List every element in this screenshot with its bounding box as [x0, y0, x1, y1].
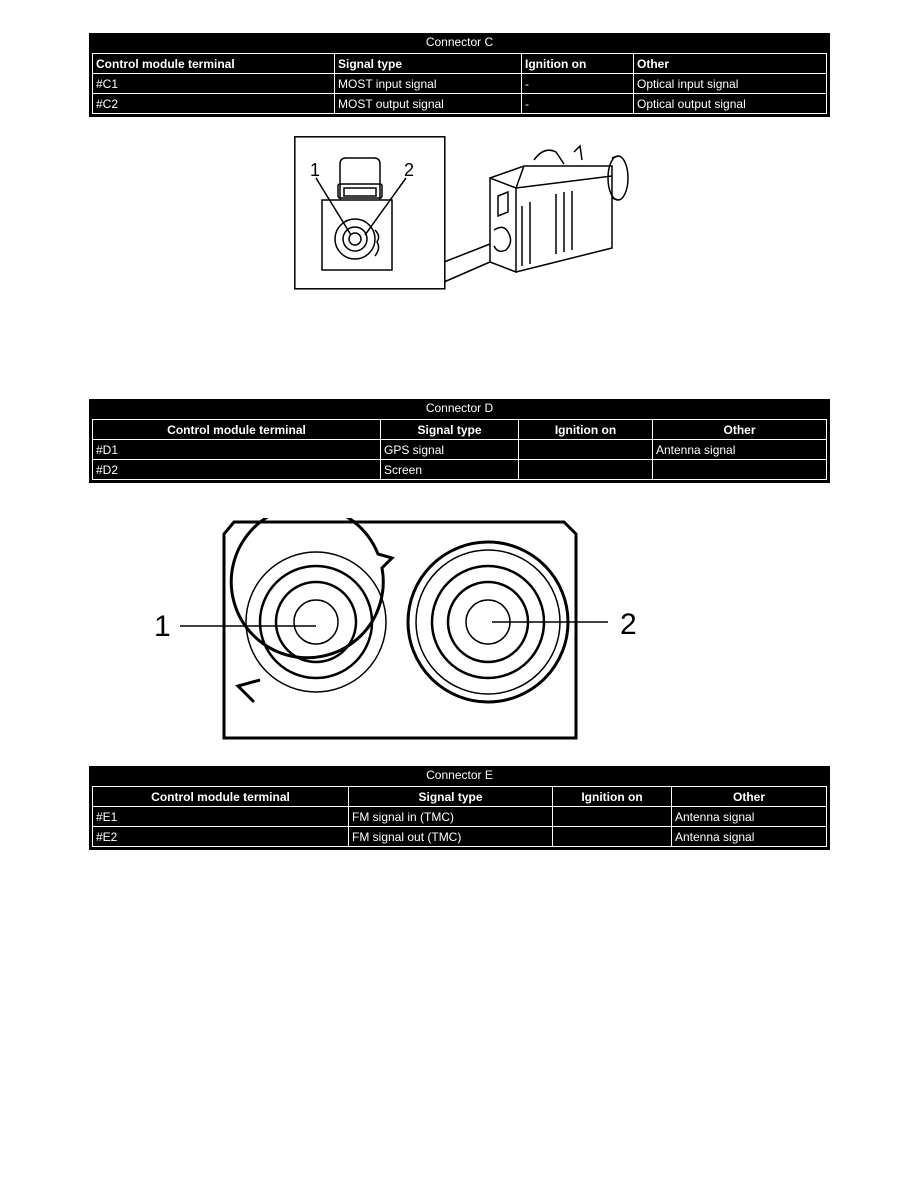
table-cell: GPS signal — [381, 440, 519, 460]
table-header-row — [93, 54, 826, 74]
column-header: Other — [634, 54, 826, 74]
table-cell: #D2 — [93, 460, 381, 479]
connector-d-grid — [92, 419, 827, 480]
table-cell: Antenna signal — [675, 829, 755, 844]
table-cell: #D1 — [93, 440, 381, 460]
column-header: Other — [672, 787, 826, 807]
table-cell: Antenna signal — [653, 440, 826, 460]
table-cell: Antenna signal — [672, 807, 826, 827]
table-cell: FM signal out (TMC) — [349, 827, 553, 846]
table-cell: FM signal in (TMC) — [349, 807, 553, 827]
table-cell: - — [522, 94, 634, 113]
connector-e-grid — [92, 786, 827, 847]
connector-d-title: Connector D — [425, 401, 494, 415]
table-row — [93, 460, 826, 479]
table-header-row — [93, 787, 826, 807]
table-cell: #E2 — [93, 827, 349, 846]
column-header: Ignition on — [519, 420, 653, 440]
table-cell: MOST input signal — [335, 74, 522, 94]
table-cell — [553, 827, 672, 846]
column-header: Ignition on — [522, 54, 634, 74]
table-row — [93, 807, 826, 827]
column-header: Signal type — [349, 787, 553, 807]
table-cell: Optical output signal — [637, 96, 746, 111]
table-cell: #C2 — [93, 94, 335, 113]
column-header: Ignition on — [553, 787, 672, 807]
table-cell: Screen — [381, 460, 519, 479]
column-header: Signal type — [381, 420, 519, 440]
connector-d-table — [89, 399, 830, 483]
table-cell: #C1 — [93, 74, 335, 94]
connector-e-title: Connector E — [426, 768, 493, 782]
table-cell: MOST output signal — [335, 94, 522, 113]
table-row — [93, 827, 826, 846]
connector-c-grid — [92, 53, 827, 114]
table-cell — [553, 807, 672, 827]
table-row — [93, 74, 826, 94]
column-header: Control module terminal — [93, 54, 335, 74]
table-cell: Optical input signal — [634, 74, 826, 94]
table-row — [93, 94, 826, 113]
table-row — [93, 440, 826, 460]
column-header: Control module terminal — [93, 420, 381, 440]
table-cell: #E1 — [93, 807, 349, 827]
column-header: Signal type — [335, 54, 522, 74]
table-cell: - — [522, 74, 634, 94]
table-cell — [519, 440, 653, 460]
table-cell — [653, 460, 826, 479]
connector-c-title: Connector C — [425, 35, 494, 49]
terminal-label: 2 — [620, 608, 637, 641]
terminal-label: 1 — [154, 610, 171, 643]
table-header-row — [93, 420, 826, 440]
terminal-label: 2 — [404, 160, 415, 180]
connector-d-diagram — [150, 518, 650, 747]
connector-c-table — [89, 33, 830, 117]
column-header: Control module terminal — [93, 787, 349, 807]
column-header: Other — [653, 420, 826, 440]
connector-c-diagram — [294, 136, 634, 297]
terminal-label: 1 — [310, 160, 321, 180]
connector-e-table — [89, 766, 830, 850]
table-cell — [519, 460, 653, 479]
